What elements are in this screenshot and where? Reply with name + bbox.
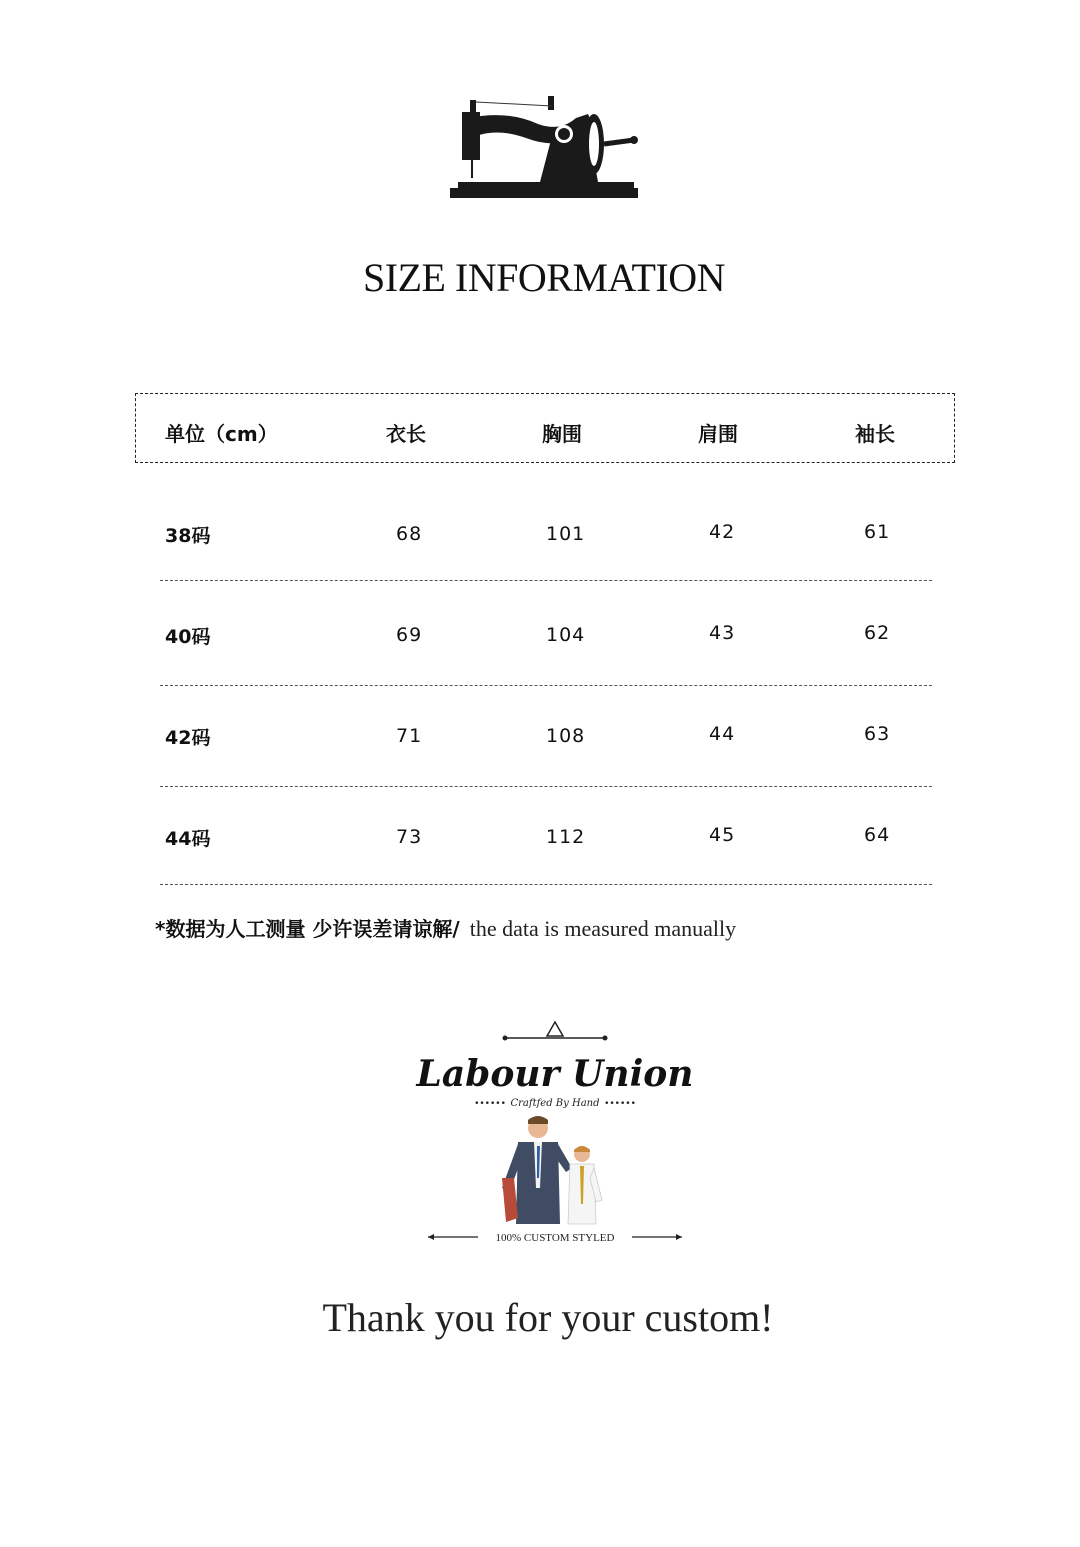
header-shoulder: 肩围 <box>698 422 738 446</box>
header-length: 衣长 <box>386 422 426 446</box>
table-cell: 73 <box>396 826 423 848</box>
table-cell: 62 <box>864 622 891 644</box>
note-en: the data is measured manually <box>469 916 737 941</box>
measurement-note <box>155 913 736 942</box>
table-cell: 44 <box>709 723 736 745</box>
table-cell: 63 <box>864 723 891 745</box>
row-divider <box>160 580 932 581</box>
row-divider <box>160 685 932 686</box>
table-cell: 112 <box>546 826 586 848</box>
table-row-size: 40码 <box>165 626 211 648</box>
header-sleeve: 袖长 <box>855 422 895 446</box>
table-row-size: 44码 <box>165 828 211 850</box>
brand-name: Labour Union <box>416 1053 694 1095</box>
table-row-size: 42码 <box>165 727 211 749</box>
table-cell: 42 <box>709 521 736 543</box>
row-divider <box>160 786 932 787</box>
svg-text:••••••: •••••• <box>604 1099 636 1109</box>
table-cell: 43 <box>709 622 736 644</box>
brand-footer: 100% CUSTOM STYLED <box>495 1232 615 1244</box>
brand-tagline: Craftfed By Hand <box>510 1098 600 1109</box>
table-cell: 45 <box>709 824 736 846</box>
gentlemen-illustration <box>502 1116 602 1224</box>
table-row-size: 38码 <box>165 525 211 547</box>
header-chest: 胸围 <box>542 422 582 446</box>
header-unit: 单位（cm） <box>165 422 278 446</box>
table-cell: 101 <box>546 523 586 545</box>
table-cell: 61 <box>864 521 891 543</box>
table-cell: 69 <box>396 624 423 646</box>
table-cell: 71 <box>396 725 423 747</box>
page-title: SIZE INFORMATION <box>363 255 725 300</box>
table-cell: 108 <box>546 725 586 747</box>
brand-logo <box>410 1018 700 1248</box>
table-cell: 68 <box>396 523 423 545</box>
note-zh: *数据为人工测量 少许误差请谅解/ <box>155 917 460 941</box>
sewing-machine-icon <box>448 96 642 200</box>
thank-you-message: Thank you for your custom! <box>322 1295 774 1340</box>
table-cell: 64 <box>864 824 891 846</box>
table-cell: 104 <box>546 624 586 646</box>
svg-text:••••••: •••••• <box>474 1099 506 1109</box>
row-divider <box>160 884 932 885</box>
